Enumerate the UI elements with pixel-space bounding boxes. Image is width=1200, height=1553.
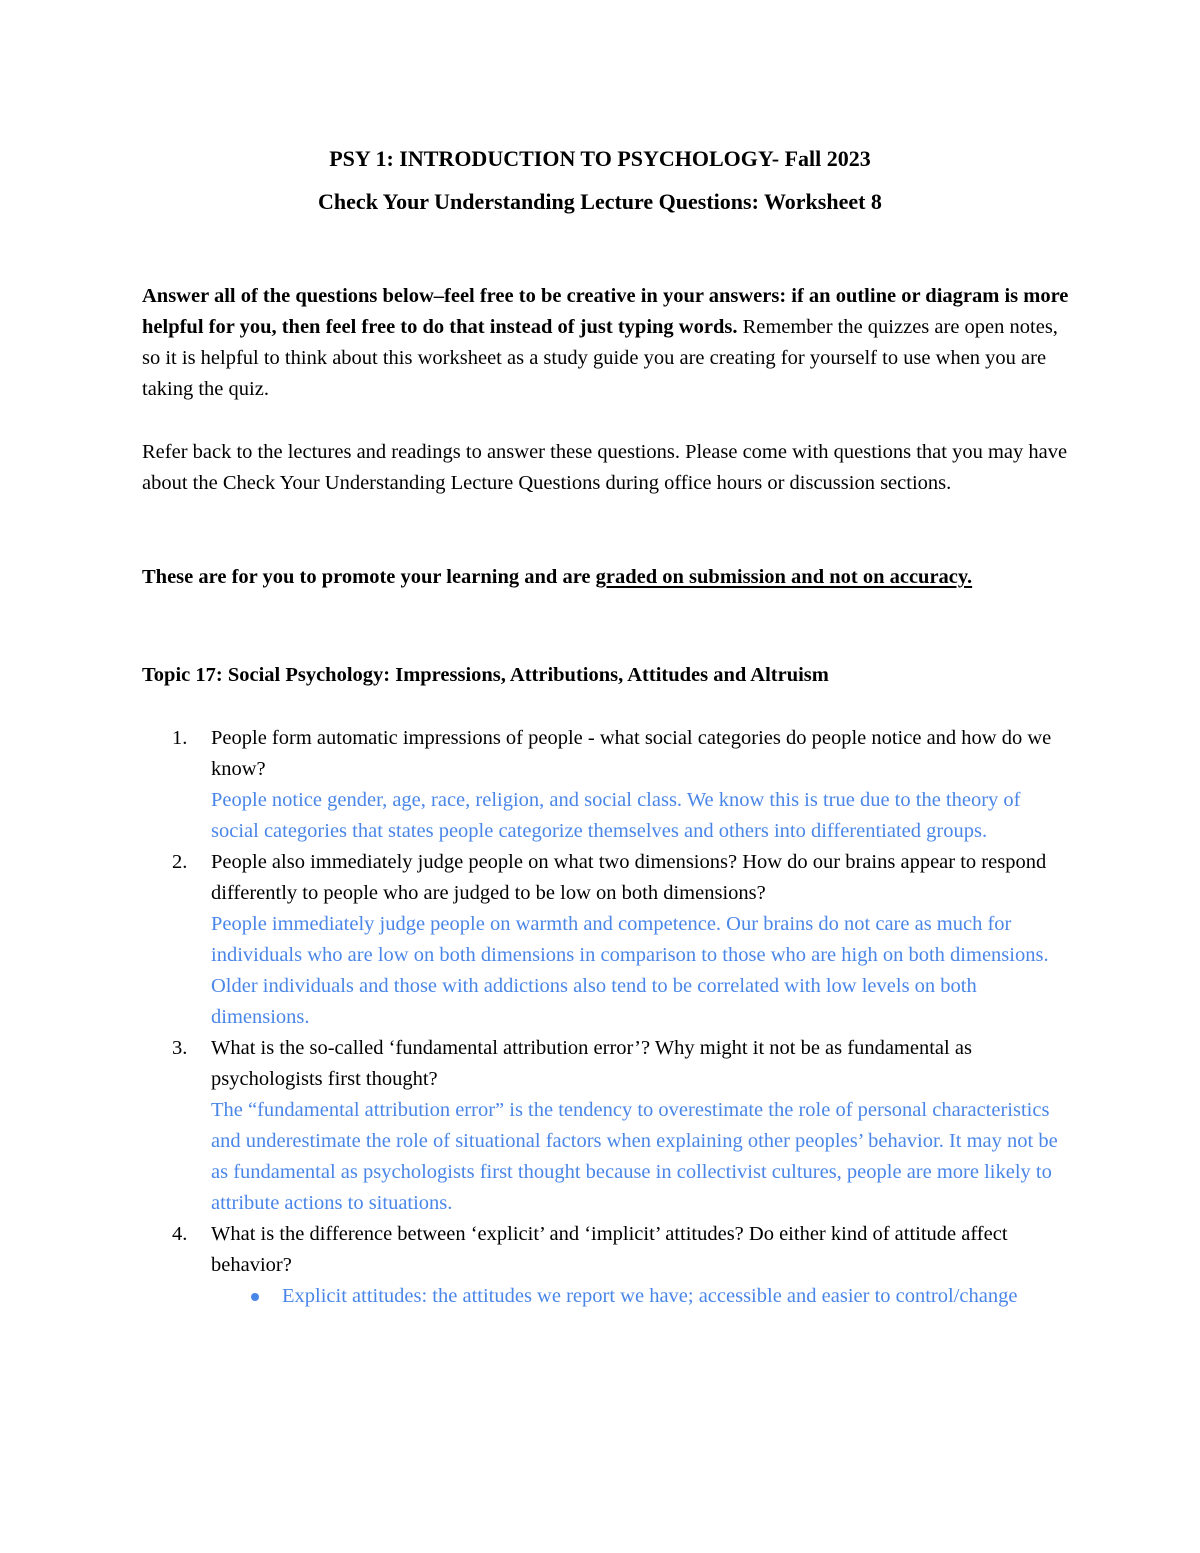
- answer-bullet-text: Explicit attitudes: the attitudes we report we have; accessible and easier to control/change: [282, 1285, 1018, 1307]
- question-number: 2.: [172, 851, 188, 873]
- refer-paragraph: Refer back to the lectures and readings to answer these questions. Please come with questions that you may have about the Check Your Understanding Lecture Questions during office hours or discussion sections.: [142, 441, 1068, 494]
- answer-bullet-list: [211, 1281, 1072, 1312]
- bullet-dot-icon: [251, 1293, 259, 1301]
- question-list: [142, 723, 1072, 1312]
- question-item: [142, 723, 1072, 847]
- page-title: PSY 1: INTRODUCTION TO PSYCHOLOGY- Fall 2023: [329, 146, 871, 171]
- question-number: 3.: [172, 1037, 188, 1059]
- question-number: 1.: [172, 727, 188, 749]
- topic-heading: Topic 17: Social Psychology: Impressions, Attributions, Attitudes and Altruism: [142, 664, 829, 686]
- question-item: [142, 847, 1072, 1033]
- question-text: What is the so-called ‘fundamental attribution error’? Why might it not be as fundamental as psychologists first thought?: [211, 1037, 972, 1090]
- answer-text: The “fundamental attribution error” is the tendency to overestimate the role of personal characteristics and underestimate the role of situational factors when explaining other peoples’ behavior. It may not be as fundamental as psychologists first thought because in collectivist cultures, people are more likely to attribute actions to situations.: [211, 1099, 1058, 1214]
- question-item: [142, 1033, 1072, 1219]
- instructions-plain-text: Remember the quizzes are open notes, so it is helpful to think about this worksheet as a study guide you are creating for yourself to use when you are taking the quiz.: [142, 316, 1058, 400]
- instructions-paragraph: [142, 281, 1072, 405]
- question-text: What is the difference between ‘explicit’ and ‘implicit’ attitudes? Do either kind of attitude affect behavior?: [211, 1223, 1008, 1276]
- question-text: People also immediately judge people on what two dimensions? How do our brains appear to respond differently to people who are judged to be low on both dimensions?: [211, 851, 1047, 904]
- answer-bullet-item: [211, 1281, 1072, 1312]
- instructions-bold-text: Answer all of the questions below–feel free to be creative in your answers: if an outline or diagram is more helpful for you, then feel free to do that instead of just typing words.: [142, 285, 1069, 338]
- question-item: [142, 1219, 1072, 1312]
- question-text: People form automatic impressions of people - what social categories do people notice and how do we know?: [211, 727, 1052, 780]
- graded-note: [142, 562, 1072, 593]
- answer-text: People notice gender, age, race, religion, and social class. We know this is true due to the theory of social categories that states people categorize themselves and others into differentiated groups.: [211, 789, 1021, 842]
- page-subtitle: Check Your Understanding Lecture Questions: Worksheet 8: [318, 189, 882, 214]
- graded-lead-text: These are for you to promote your learning and are: [142, 566, 596, 588]
- graded-underlined-text: graded on submission and not on accuracy.: [595, 566, 973, 588]
- answer-text: People immediately judge people on warmth and competence. Our brains do not care as much for individuals who are low on both dimensions in comparison to those who are high on both dimensions. Older individuals and those with addictions also tend to be correlated with low levels on both dimensions.: [211, 913, 1049, 1028]
- question-number: 4.: [172, 1223, 188, 1245]
